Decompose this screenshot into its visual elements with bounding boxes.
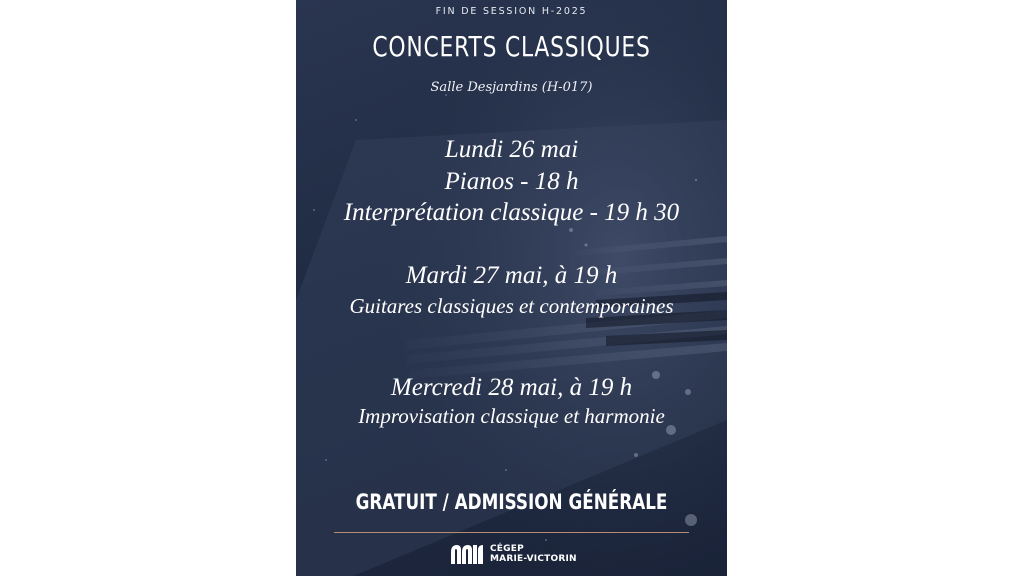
poster-title: CONCERTS CLASSIQUES <box>372 30 651 63</box>
divider <box>334 532 689 533</box>
event-day-2: Mardi 27 mai, à 19 h <box>405 262 618 289</box>
event-day-3: Mercredi 28 mai, à 19 h <box>390 374 633 401</box>
logo-line-1: CÉGEP <box>490 544 524 554</box>
venue-label: Salle Desjardins (H-017) <box>430 80 593 95</box>
event-detail-3a: Improvisation classique et harmonie <box>358 404 665 428</box>
logo-line-2: MARIE-VICTORIN <box>490 554 577 564</box>
event-detail-2a: Guitares classiques et contemporaines <box>349 294 674 318</box>
cegep-logo <box>450 542 610 566</box>
concert-poster <box>296 0 727 576</box>
cegep-logo-icon <box>450 544 484 564</box>
event-detail-1b: Interprétation classique - 19 h 30 <box>343 199 680 226</box>
admission-label: GRATUIT / ADMISSION GÉNÉRALE <box>355 490 668 514</box>
cegep-logo-text <box>490 544 577 564</box>
event-day-1: Lundi 26 mai <box>444 136 579 163</box>
session-kicker: FIN DE SESSION H-2025 <box>435 6 588 17</box>
poster-content <box>296 0 727 576</box>
event-detail-1a: Pianos - 18 h <box>444 168 579 195</box>
